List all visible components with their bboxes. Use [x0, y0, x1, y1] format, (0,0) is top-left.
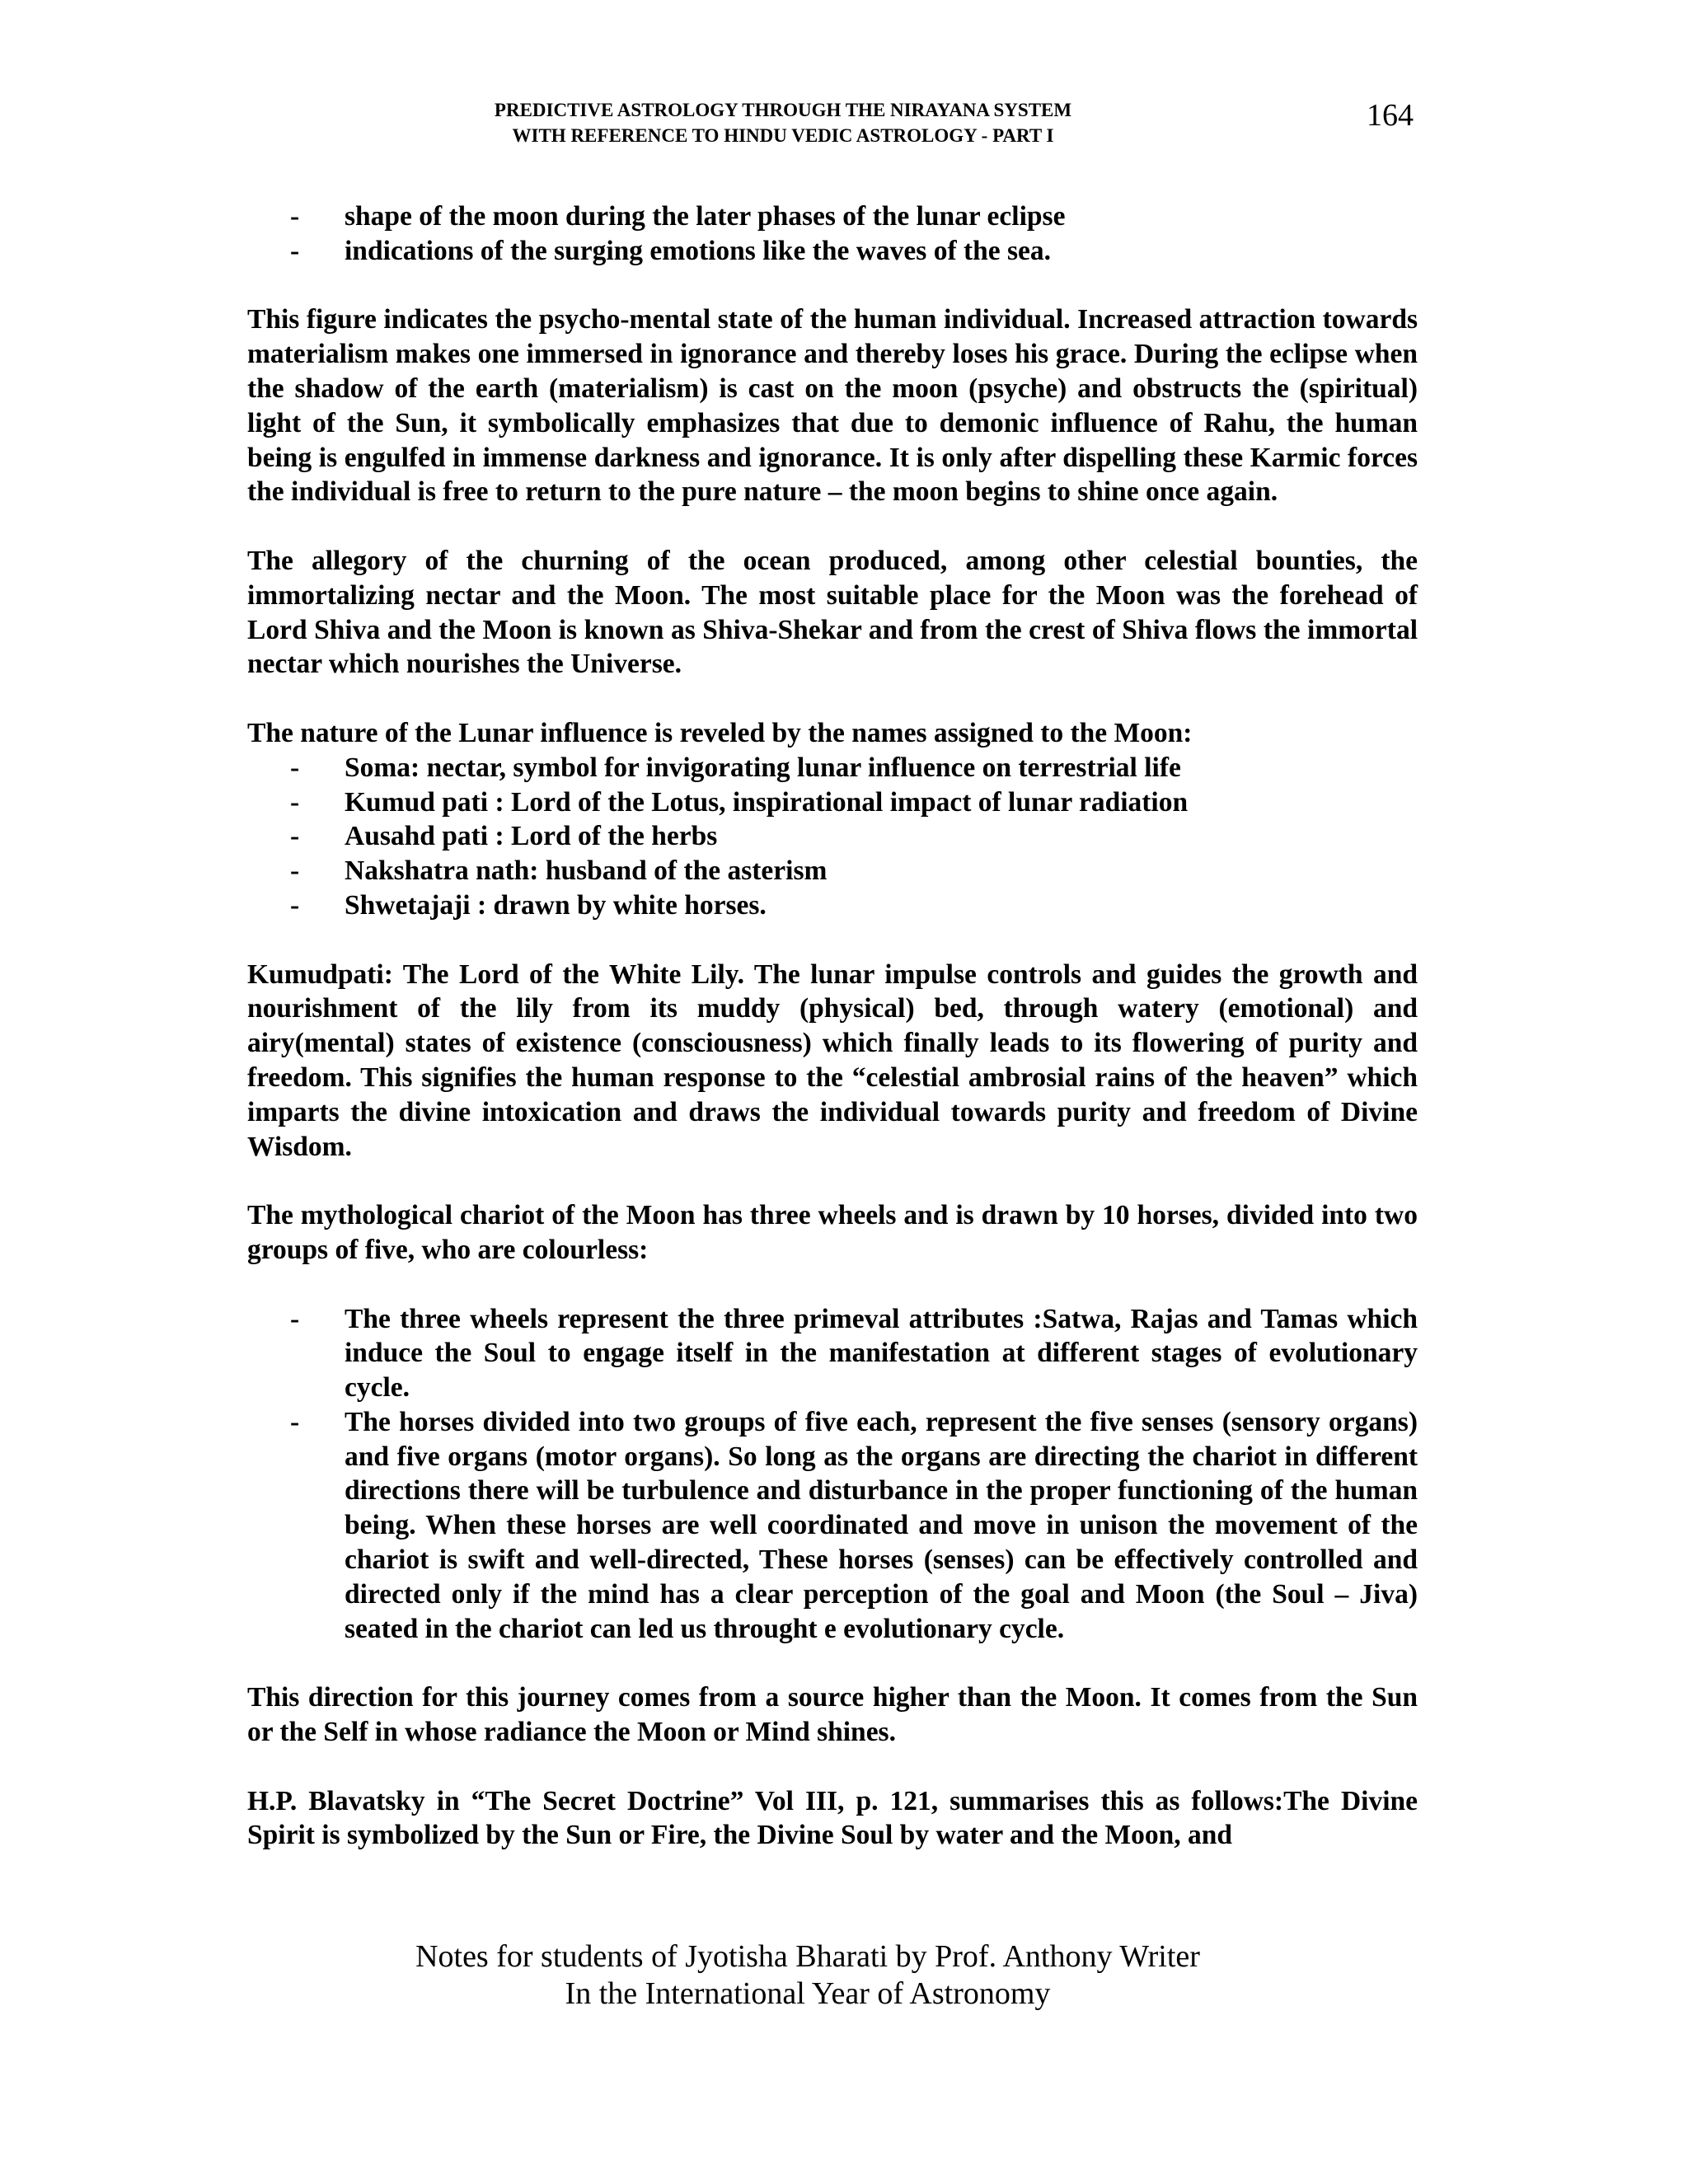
- bullet-dash: -: [290, 201, 300, 232]
- list-item: [247, 234, 1418, 269]
- list-item: [247, 1302, 1418, 1405]
- list-item-text: The horses divided into two groups of five each, represent the five senses (sensory organs) and five organs (motor organs). So long as the organs are directing the chariot in different directions there will be turbulence and disturbance in the proper functioning of the human being. When these horses are well coordinated and move in unison the movement of the chariot is swift and well-directed, These horses (senses) can be effectively controlled and directed only if the mind has a clear perception of the goal and Moon (the Soul – Jiva) seated in the chariot can led us throught e evolutionary cycle.: [345, 1406, 1418, 1644]
- paragraph-blavatsky-quote: H.P. Blavatsky in “The Secret Doctrine” Vol III, p. 121, summarises this as follows:The Divine Spirit is symbolized by the Sun or Fire, the Divine Soul by water and the Moon, and: [247, 1785, 1418, 1851]
- list-item: [247, 751, 1418, 785]
- moon-names-list: [247, 751, 1418, 923]
- bullet-dash: -: [290, 786, 300, 818]
- intro-list: [247, 199, 1418, 269]
- list-item-text: The three wheels represent the three primeval attributes :Satwa, Rajas and Tamas which induce the Soul to engage itself in the manifestation at different stages of evolutionary cycle.: [345, 1303, 1418, 1404]
- bullet-dash: -: [290, 889, 300, 921]
- list-item: [247, 199, 1418, 234]
- chariot-list: [247, 1302, 1418, 1647]
- list-item-text: shape of the moon during the later phases of the lunar eclipse: [345, 201, 1066, 232]
- list-item-text: indications of the surging emotions like the waves of the sea.: [345, 235, 1052, 266]
- list-item-text: Kumud pati : Lord of the Lotus, inspirational impact of lunar radiation: [345, 786, 1189, 818]
- paragraph-lunar-names-intro: The nature of the Lunar influence is reveled by the names assigned to the Moon:: [247, 717, 1193, 748]
- list-item-text: Shwetajaji : drawn by white horses.: [345, 889, 767, 921]
- paragraph-journey-direction: This direction for this journey comes from a source higher than the Moon. It comes from the Sun or the Self in whose radiance the Moon or Mind shines.: [247, 1682, 1418, 1748]
- list-item: [247, 785, 1418, 820]
- bullet-dash: -: [290, 855, 300, 887]
- bullet-dash: -: [290, 1303, 300, 1334]
- bullet-dash: -: [290, 821, 300, 852]
- bullet-dash: -: [290, 752, 300, 783]
- list-item-text: Ausahd pati : Lord of the herbs: [345, 821, 718, 852]
- running-header: [247, 97, 1319, 148]
- header-title-line-2: WITH REFERENCE TO HINDU VEDIC ASTROLOGY - PART I: [512, 125, 1054, 146]
- bullet-dash: -: [290, 1406, 300, 1437]
- paragraph-chariot-of-moon: The mythological chariot of the Moon has three wheels and is drawn by 10 horses, divided into two groups of five, who are colourless:: [247, 1200, 1418, 1265]
- list-item-text: Nakshatra nath: husband of the asterism: [345, 855, 828, 887]
- page-body: [247, 199, 1418, 1853]
- bullet-dash: -: [290, 235, 300, 266]
- list-item: [247, 819, 1418, 854]
- page-footer: [247, 1938, 1368, 2013]
- footer-line-2: In the International Year of Astronomy: [565, 1976, 1051, 2011]
- paragraph-psycho-mental-state: This figure indicates the psycho-mental state of the human individual. Increased attraction towards materialism makes one immersed in ignorance and thereby loses his grace. During the eclipse when the shadow of the earth (materialism) is cast on the moon (psyche) and obstructs the (spiritual) light of the Sun, it symbolically emphasizes that due to demonic influence of Rahu, the human being is engulfed in immense darkness and ignorance. It is only after dispelling these Karmic forces the individual is free to return to the pure nature – the moon begins to shine once again.: [247, 304, 1418, 508]
- list-item: [247, 888, 1418, 923]
- paragraph-churning-allegory: The allegory of the churning of the ocean produced, among other celestial bounties, the immortalizing nectar and the Moon. The most suitable place for the Moon was the forehead of Lord Shiva and the Moon is known as Shiva-Shekar and from the crest of Shiva flows the immortal nectar which nourishes the Universe.: [247, 545, 1418, 680]
- header-title-line-1: PREDICTIVE ASTROLOGY THROUGH THE NIRAYANA SYSTEM: [494, 100, 1072, 120]
- list-item: [247, 1405, 1418, 1647]
- footer-line-1: Notes for students of Jyotisha Bharati by Prof. Anthony Writer: [415, 1939, 1200, 1974]
- list-item: [247, 854, 1418, 888]
- list-item-text: Soma: nectar, symbol for invigorating lunar influence on terrestrial life: [345, 752, 1181, 783]
- page-number: 164: [1367, 98, 1414, 133]
- paragraph-kumudpati: Kumudpati: The Lord of the White Lily. The lunar impulse controls and guides the growth and nourishment of the lily from its muddy (physical) bed, through watery (emotional) and airy(mental) states of existence (consciousness) which finally leads to its flowering of purity and freedom. This signifies the human response to the “celestial ambrosial rains of the heaven” which imparts the divine intoxication and draws the individual towards purity and freedom of Divine Wisdom.: [247, 958, 1418, 1162]
